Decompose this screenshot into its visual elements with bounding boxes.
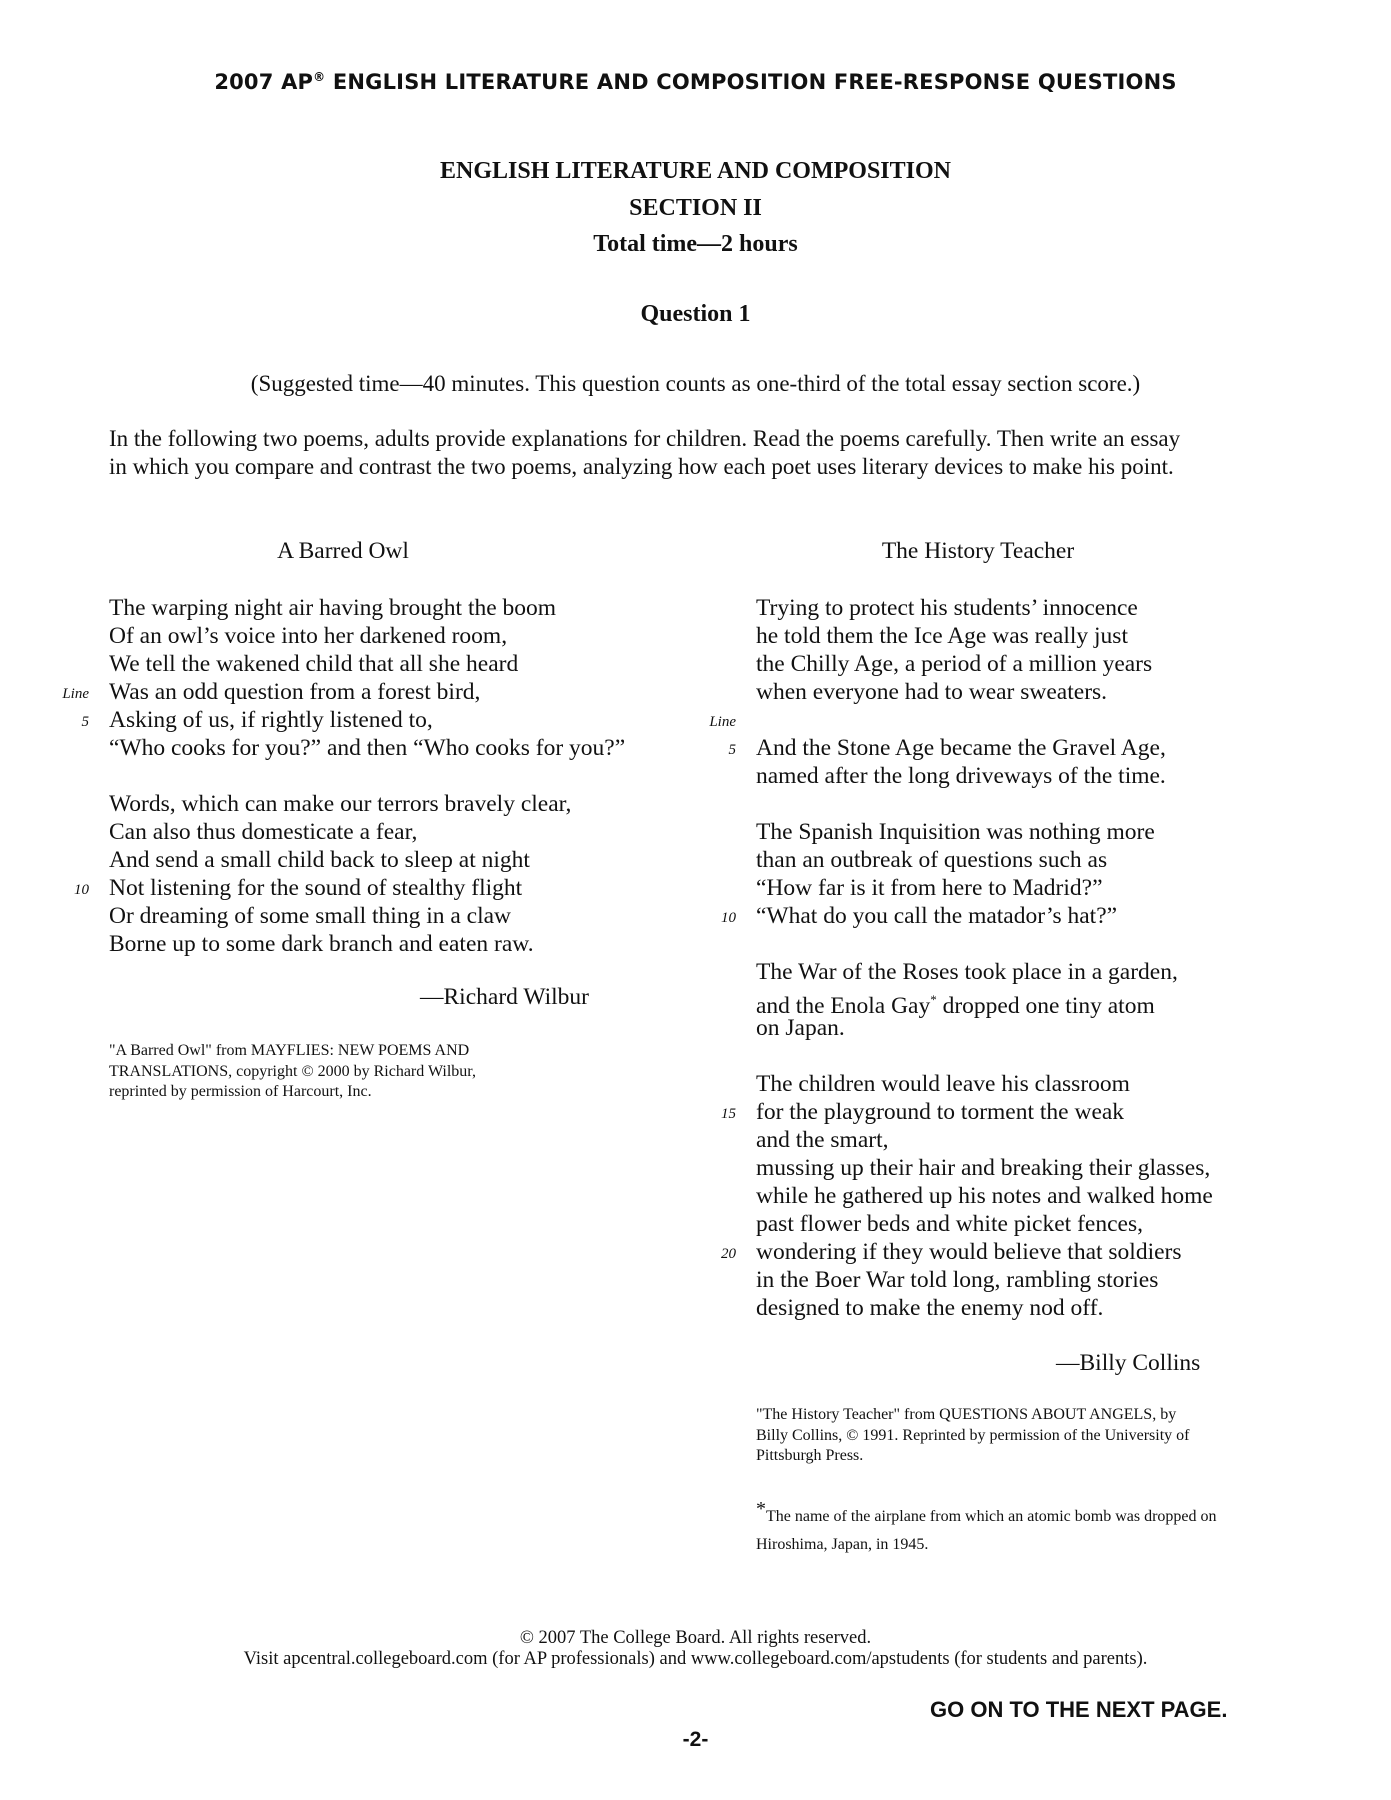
poem-line-text: the Chilly Age, a period of a million years: [756, 651, 1153, 677]
footnote-line: Hiroshima, Japan, in 1945.: [756, 1536, 929, 1553]
poem-line-text: while he gathered up his notes and walked home: [756, 1183, 1213, 1209]
poem-line: [756, 1154, 1213, 1182]
poem-line: [109, 650, 625, 678]
poem-line: [721, 1098, 1213, 1126]
question-title: Question 1: [640, 301, 751, 327]
poem-line: [109, 846, 625, 874]
page-number: -2-: [682, 1728, 709, 1751]
poem-line: [62, 678, 625, 706]
stanza-break: [709, 706, 1213, 734]
copyright: © 2007 The College Board. All rights reserved.: [519, 1628, 872, 1648]
poem-line: [756, 818, 1213, 846]
poem-line: [81, 706, 625, 734]
copyright-footer: [0, 1628, 1391, 1670]
poem-line-text: Borne up to some dark branch and eaten raw.: [109, 931, 534, 957]
poem-line: [721, 1238, 1213, 1266]
header-text: 2007 AP: [214, 70, 314, 94]
poem-title-left: A Barred Owl: [277, 538, 409, 564]
prompt-line: In the following two poems, adults provide explanations for children. Read the poems carefully. Then write an essay: [109, 426, 1181, 451]
line-number: 5: [81, 714, 89, 730]
visit-links: Visit apcentral.collegeboard.com (for AP professionals) and www.collegeboard.com/apstudents (for students and parents).: [243, 1649, 1148, 1669]
poem-line: [756, 1126, 1213, 1154]
poem-line: [756, 762, 1213, 790]
poem-line: [109, 930, 625, 958]
poem-line-text: in the Boer War told long, rambling stories: [756, 1267, 1159, 1293]
stanza-break: [756, 930, 1213, 958]
poem-line: [109, 902, 625, 930]
poem-line: [756, 650, 1213, 678]
stanza-break: [756, 790, 1213, 818]
footnote-line: The name of the airplane from which an atomic bomb was dropped on: [766, 1508, 1217, 1525]
credit-line: reprinted by permission of Harcourt, Inc.: [109, 1083, 372, 1100]
footnote: [756, 1495, 1217, 1559]
poem-line: [756, 594, 1213, 622]
poem-line: [756, 678, 1213, 706]
page-header: [0, 70, 1391, 94]
registered-mark: ®: [313, 70, 326, 84]
poem-line: [109, 622, 625, 650]
poem-line: [756, 1266, 1213, 1294]
poem-line: [756, 846, 1213, 874]
poem-line: [109, 790, 625, 818]
poem-line-text: Or dreaming of some small thing in a claw: [109, 903, 512, 929]
poem-line-text: named after the long driveways of the time.: [756, 763, 1166, 789]
poem-line-text: for the playground to torment the weak: [756, 1099, 1125, 1125]
poem-line: [756, 1070, 1213, 1098]
footnote-mark: *: [756, 1498, 766, 1520]
total-time: Total time—2 hours: [593, 231, 798, 257]
poem-line-text: dropped one tiny atom: [936, 992, 1155, 1019]
author-left: —Richard Wilbur: [420, 984, 589, 1010]
poem-line: [756, 958, 1213, 986]
poem-line: [721, 902, 1213, 930]
stanza-break: [756, 1042, 1213, 1070]
section-number: SECTION II: [629, 195, 762, 221]
poem-line-text: We tell the wakened child that all she heard: [109, 651, 519, 677]
section-heading: ENGLISH LITERATURE AND COMPOSITION: [440, 158, 951, 184]
poem-line-text: mussing up their hair and breaking their glasses,: [756, 1155, 1211, 1181]
line-number: 10: [721, 910, 736, 926]
line-number: Line: [62, 686, 89, 702]
poem-line-text: and the Enola Gay: [756, 992, 931, 1019]
line-number: Line: [709, 714, 736, 730]
poem-line-text: designed to make the enemy nod off.: [756, 1295, 1104, 1321]
poem-a-barred-owl: [62, 594, 626, 958]
poem-line: [756, 874, 1213, 902]
poem-line-text: and the smart,: [756, 1127, 889, 1153]
credit-line: TRANSLATIONS, copyright © 2000 by Richard Wilbur,: [109, 1062, 476, 1080]
suggested-time: (Suggested time—40 minutes. This question counts as one-third of the total essay section score.): [250, 371, 1141, 396]
poem-line-text: And the Stone Age became the Gravel Age,: [756, 735, 1166, 761]
prompt: [109, 425, 1180, 481]
header-text-rest: ENGLISH LITERATURE AND COMPOSITION FREE-RESPONSE QUESTIONS: [325, 70, 1177, 94]
poem-line-text: past flower beds and white picket fences,: [756, 1211, 1143, 1237]
poem-line-text: The Spanish Inquisition was nothing more: [756, 819, 1155, 845]
poem-line-text: And send a small child back to sleep at night: [109, 847, 530, 873]
credit-line: Billy Collins, © 1991. Reprinted by permission of the University of: [756, 1426, 1190, 1444]
poem-line-text: Can also thus domesticate a fear,: [109, 819, 418, 845]
poem-line: [109, 594, 625, 622]
poem-line: [756, 1210, 1213, 1238]
poem-line-text: than an outbreak of questions such as: [756, 847, 1108, 873]
poem-line: [728, 734, 1213, 762]
line-number: 10: [74, 882, 89, 898]
poem-line-text: on Japan.: [756, 1015, 845, 1041]
line-number: 20: [721, 1246, 736, 1262]
poem-line-text: “Who cooks for you?” and then “Who cooks for you?”: [109, 735, 626, 761]
poem-line-text: when everyone had to wear sweaters.: [756, 679, 1108, 705]
author-right: —Billy Collins: [1056, 1350, 1201, 1376]
poem-line: [756, 1014, 1213, 1042]
credit-line: "A Barred Owl" from MAYFLIES: NEW POEMS AND: [109, 1042, 470, 1059]
footnote-reference: *: [930, 992, 937, 1007]
stanza-break: [109, 762, 625, 790]
poem-line-text: Trying to protect his students’ innocence: [756, 595, 1138, 621]
poem-line-text: Words, which can make our terrors bravely clear,: [109, 791, 572, 817]
credit-line: Pittsburgh Press.: [756, 1447, 864, 1464]
poem-line-text: The War of the Roses took place in a garden,: [756, 959, 1178, 985]
credit-left: [109, 1041, 476, 1103]
poem-line: [109, 734, 625, 762]
poem-line: [756, 1182, 1213, 1210]
poem-line: [756, 1294, 1213, 1322]
poem-line-text: Was an odd question from a forest bird,: [109, 679, 481, 705]
poem-line-text: The warping night air having brought the boom: [109, 595, 557, 621]
next-page-notice: GO ON TO THE NEXT PAGE.: [930, 1697, 1228, 1722]
credit-line: "The History Teacher" from QUESTIONS ABOUT ANGELS, by: [756, 1406, 1177, 1423]
poem-title-right: The History Teacher: [881, 538, 1075, 564]
poem-line-text: he told them the Ice Age was really just: [756, 623, 1128, 649]
poem-line-text: “How far is it from here to Madrid?”: [756, 875, 1103, 901]
poem-line: [756, 986, 1213, 1019]
credit-right: [756, 1405, 1189, 1467]
poem-line-text: Asking of us, if rightly listened to,: [109, 707, 433, 733]
poem-line-text: The children would leave his classroom: [756, 1071, 1130, 1097]
poem-line: [74, 874, 625, 902]
poem-line-text: wondering if they would believe that soldiers: [756, 1239, 1182, 1265]
poem-line-text: Not listening for the sound of stealthy flight: [109, 875, 523, 901]
poem-the-history-teacher: [709, 594, 1213, 1322]
line-number: 5: [728, 742, 736, 758]
line-number: 15: [721, 1106, 736, 1122]
poem-line-text: Of an owl’s voice into her darkened room,: [109, 623, 508, 649]
poem-line-text: “What do you call the matador’s hat?”: [756, 903, 1118, 929]
prompt-line: in which you compare and contrast the two poems, analyzing how each poet uses literary devices to make his point.: [109, 454, 1174, 479]
poem-line: [756, 622, 1213, 650]
poem-line: [109, 818, 625, 846]
